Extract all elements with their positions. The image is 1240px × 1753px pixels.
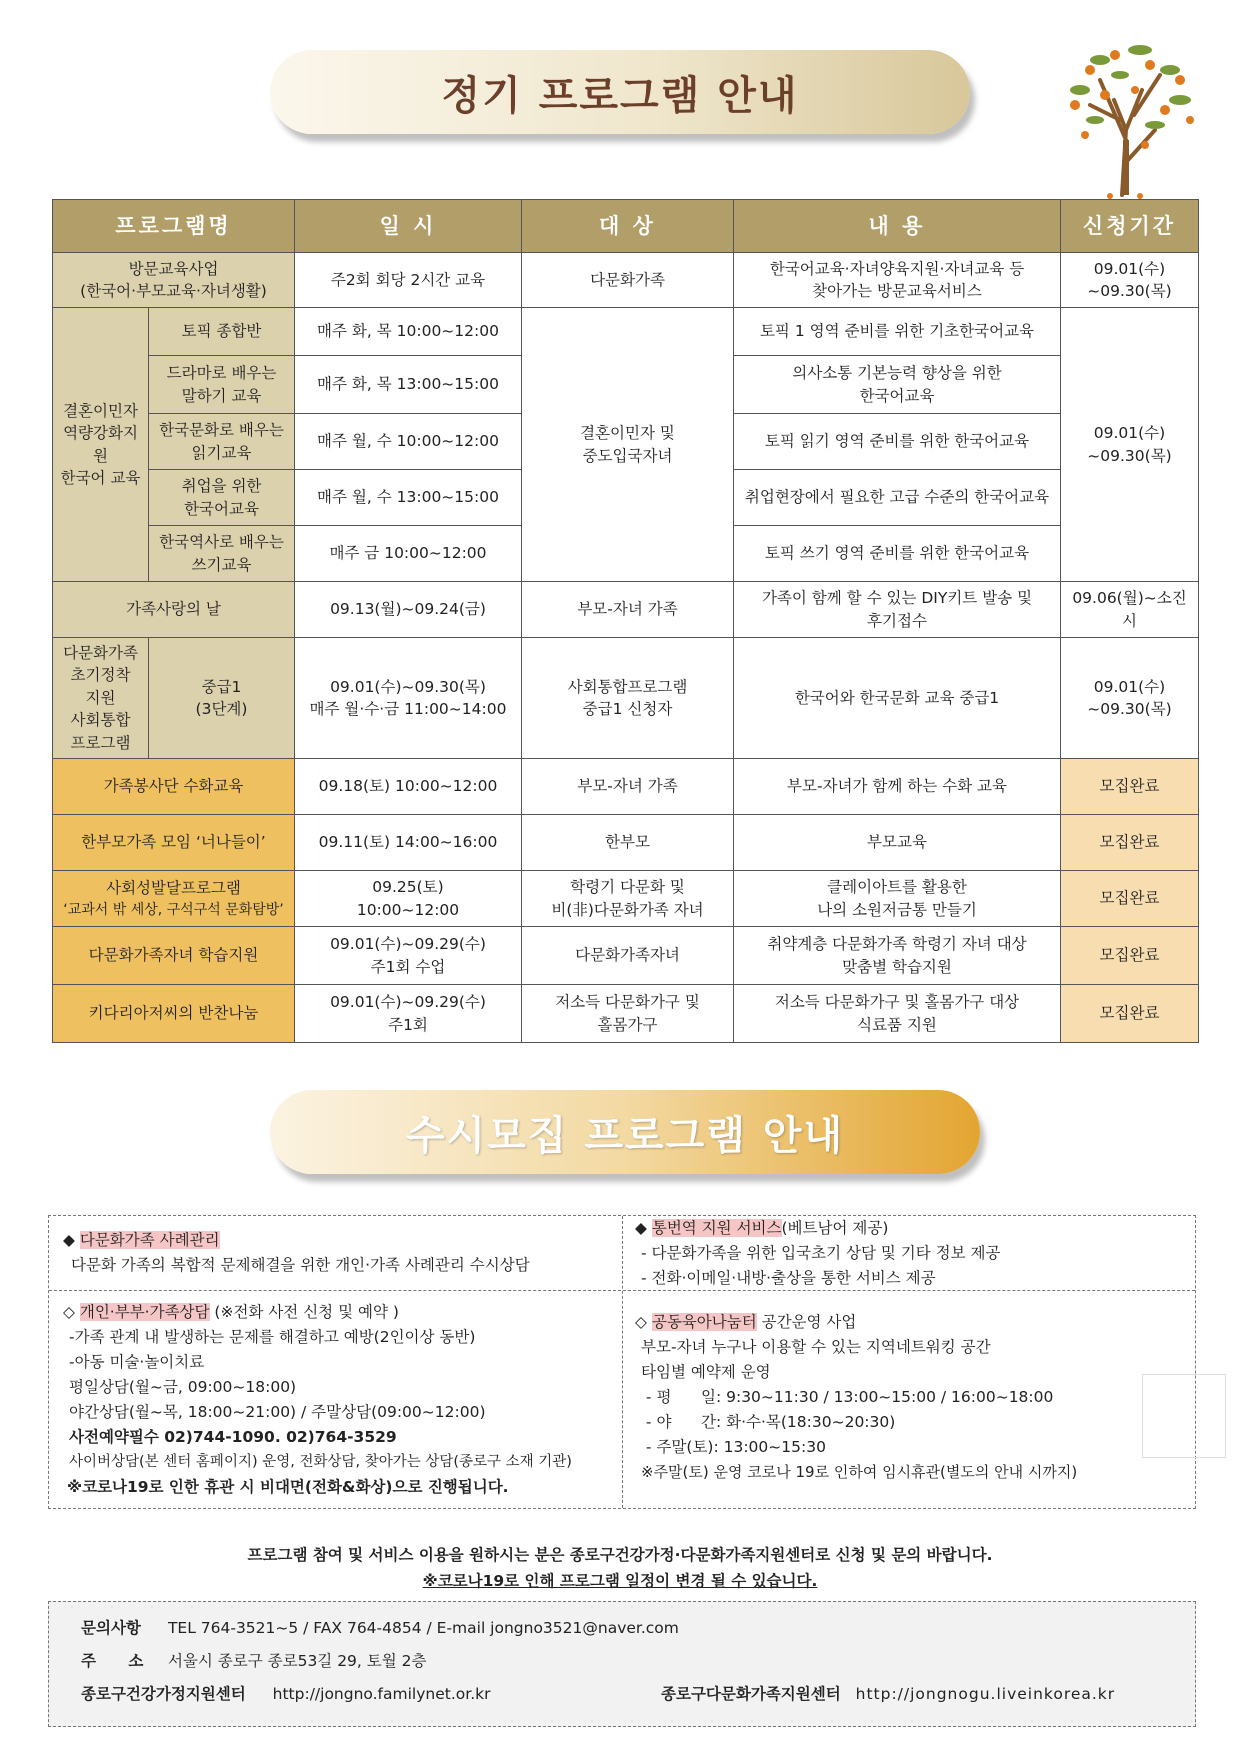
interpretation-section: ◆ 통번역 지원 서비스(베트남어 제공) - 다문화가족을 위한 입국초기 상담 및 기타 정보 제공 - 전화·이메일·내방·출상을 통한 서비스 제공 — [635, 1216, 1185, 1291]
counseling-line: -아동 미술·놀이치료 — [69, 1353, 205, 1371]
schedule: 매주 금 10:00~12:00 — [295, 526, 522, 582]
program-name: 가족봉사단 수화교육 — [53, 759, 295, 815]
table-header-row — [53, 200, 1199, 253]
childcare-line: ※주말(토) 운영 코로나 19로 인하여 임시휴관(별도의 안내 시까지) — [641, 1463, 1078, 1481]
schedule: 09.11(토) 14:00~16:00 — [295, 815, 522, 871]
address-row — [81, 1649, 426, 1671]
content: 한국어교육·자녀양육지원·자녀교육 등 찾아가는 방문교육서비스 — [734, 253, 1061, 308]
status: 모집완료 — [1061, 871, 1199, 927]
childcare-line: 타임별 예약제 운영 — [641, 1363, 771, 1381]
period: 09.06(월)~소진시 — [1061, 582, 1199, 638]
program-name: 한국문화로 배우는 읽기교육 — [149, 414, 295, 470]
program-name: 드라마로 배우는 말하기 교육 — [149, 356, 295, 414]
target: 부모-자녀 가족 — [522, 759, 734, 815]
childcare-section: ◇ 공동육아나눔터 공간운영 사업 부모-자녀 누구나 이용할 수 있는 지역네트워킹 공간 타임별 예약제 운영 - 평 일: 9:30~11:30 / 13:00~15:00 / 16:00~18:00 - 야 간: 화·수·목(18:30~20:30) - 주말(토): 13:00~15:30 ※주말(토) 운영 코로나 19로 인하여 임시휴관(별도의 안내 시까지) — [635, 1310, 1185, 1485]
program-name: 한국역사로 배우는 쓰기교육 — [149, 526, 295, 582]
childcare-line: - 야 간: 화·수·목(18:30~20:30) — [641, 1413, 896, 1431]
center1-link[interactable]: http://jongno.familynet.or.kr — [272, 1685, 491, 1703]
center1-name: 종로구건강가정지원센터 — [81, 1685, 246, 1703]
content: 취약계층 다문화가족 학령기 자녀 대상 맞춤별 학습지원 — [734, 927, 1061, 985]
status: 모집완료 — [1061, 815, 1199, 871]
regular-program-title: 정기 프로그램 안내 — [441, 72, 799, 119]
schedule: 09.13(월)~09.24(금) — [295, 582, 522, 638]
status: 모집완료 — [1061, 985, 1199, 1043]
period: 09.01(수) ~09.30(목) — [1061, 253, 1199, 308]
center2-link[interactable]: http://jongnogu.liveinkorea.kr — [855, 1685, 1116, 1703]
schedule: 09.01(수)~09.30(목) 매주 월·수·금 11:00~14:00 — [295, 638, 522, 759]
table-row — [53, 638, 1199, 759]
header-program-name: 프로그램명 — [53, 200, 295, 253]
counseling-line: 야간상담(월~목, 18:00~21:00) / 주말상담(09:00~12:00) — [69, 1403, 486, 1421]
program-name: 중급1 (3단계) — [149, 638, 295, 759]
target: 한부모 — [522, 815, 734, 871]
status: 모집완료 — [1061, 927, 1199, 985]
counseling-line: 평일상담(월~금, 09:00~18:00) — [69, 1378, 297, 1396]
table-row — [53, 759, 1199, 815]
period: 09.01(수) ~09.30(목) — [1061, 638, 1199, 759]
contact-box — [48, 1601, 1196, 1727]
program-name: 사회성발달프로그램 ‘교과서 밖 세상, 구석구석 문화탐방’ — [53, 871, 295, 927]
counseling-section: ◇ 개인·부부·가족상담 (※전화 사전 신청 및 예약 ) -가족 관계 내 발생하는 문제를 해결하고 예방(2인이상 동반) -아동 미술·놀이치료 평일상담(월~금, 09:00~18:00) 야간상담(월~목, 18:00~21:00) / 주말상담(09:00~12:00) 사전예약필수 02)744-1090. 02)764-3529 사이버상담(본 센터 홈페이지) 운영, 전화상담, 찾아가는 상담(종로구 소재 기관) ※코로나19로 인한 휴관 시 비대면(전화&화상)으로 진행됩니다. — [63, 1300, 618, 1500]
address-value: 서울시 종로구 종로53길 29, 토월 2층 — [167, 1652, 427, 1670]
occasional-program-box — [48, 1215, 1196, 1509]
group-label: 다문화가족 초기정착 지원 사회통합 프로그램 — [53, 638, 149, 759]
occasional-program-title: 수시모집 프로그램 안내 — [405, 1112, 845, 1159]
header-period: 신청기간 — [1061, 200, 1199, 253]
schedule: 09.01(수)~09.29(수) 주1회 수업 — [295, 927, 522, 985]
content: 토픽 읽기 영역 준비를 위한 한국어교육 — [734, 414, 1061, 470]
counseling-title: 개인·부부·가족상담 — [79, 1303, 210, 1321]
content: 부모-자녀가 함께 하는 수화 교육 — [734, 759, 1061, 815]
program-name: 취업을 위한 한국어교육 — [149, 470, 295, 526]
case-management-desc: 다문화 가족의 복합적 문제해결을 위한 개인·가족 사례관리 수시상담 — [71, 1256, 530, 1274]
interpretation-line: - 다문화가족을 위한 입국초기 상담 및 기타 정보 제공 — [641, 1244, 1001, 1262]
childcare-line: 부모-자녀 누구나 이용할 수 있는 지역네트워킹 공간 — [641, 1338, 991, 1356]
program-name: 키다리아저씨의 반찬나눔 — [53, 985, 295, 1043]
interpretation-line: - 전화·이메일·내방·출상을 통한 서비스 제공 — [641, 1269, 936, 1287]
center2-name: 종로구다문화가족지원센터 — [661, 1685, 841, 1703]
schedule: 주2회 회당 2시간 교육 — [295, 253, 522, 308]
counseling-line: -가족 관계 내 발생하는 문제를 해결하고 예방(2인이상 동반) — [69, 1328, 476, 1346]
inquiry-row — [81, 1616, 679, 1638]
header-target: 대 상 — [522, 200, 734, 253]
table-row — [53, 927, 1199, 985]
center1-row — [81, 1682, 490, 1704]
qr-placeholder — [1142, 1374, 1226, 1458]
content: 토픽 쓰기 영역 준비를 위한 한국어교육 — [734, 526, 1061, 582]
header-schedule: 일 시 — [295, 200, 522, 253]
diamond-outline-icon: ◇ — [635, 1313, 647, 1331]
schedule: 매주 월, 수 13:00~15:00 — [295, 470, 522, 526]
diamond-filled-icon: ◆ — [635, 1219, 647, 1237]
childcare-line: - 평 일: 9:30~11:30 / 13:00~15:00 / 16:00~18:00 — [641, 1388, 1054, 1406]
reservation-phone: 사전예약필수 02)744-1090. 02)764-3529 — [69, 1428, 397, 1446]
table-row — [53, 308, 1199, 356]
program-name: 한부모가족 모임 ‘너나들이’ — [53, 815, 295, 871]
counseling-line: 사이버상담(본 센터 홈페이지) 운영, 전화상담, 찾아가는 상담(종로구 소재 기관) — [69, 1454, 572, 1470]
program-name: 토픽 종합반 — [149, 308, 295, 356]
regular-program-banner — [270, 50, 970, 134]
schedule: 매주 화, 목 10:00~12:00 — [295, 308, 522, 356]
inquiry-label: 문의사항 — [81, 1619, 141, 1637]
persimmon-tree-icon — [1030, 20, 1220, 200]
schedule: 09.25(토) 10:00~12:00 — [295, 871, 522, 927]
program-name: 방문교육사업 (한국어·부모교육·자녀생활) — [53, 253, 295, 308]
inquiry-value: TEL 764-3521~5 / FAX 764-4854 / E-mail jongno3521@naver.com — [167, 1619, 679, 1637]
content: 토픽 1 영역 준비를 위한 기초한국어교육 — [734, 308, 1061, 356]
case-management-section — [63, 1228, 613, 1278]
center2-row — [661, 1682, 1115, 1704]
address-label: 주 소 — [81, 1652, 144, 1670]
status: 모집완료 — [1061, 759, 1199, 815]
target: 사회통합프로그램 중급1 신청자 — [522, 638, 734, 759]
program-name: 가족사랑의 날 — [53, 582, 295, 638]
schedule: 매주 화, 목 13:00~15:00 — [295, 356, 522, 414]
content: 저소득 다문화가구 및 홀몸가구 대상 식료품 지원 — [734, 985, 1061, 1043]
diamond-filled-icon: ◆ — [63, 1231, 75, 1249]
schedule-change-notice: ※코로나19로 인해 프로그램 일정이 변경 될 수 있습니다. — [422, 1572, 818, 1590]
content: 취업현장에서 필요한 고급 수준의 한국어교육 — [734, 470, 1061, 526]
case-management-title: 다문화가족 사례관리 — [79, 1231, 220, 1249]
group-label: 결혼이민자 역량강화지원 한국어 교육 — [53, 308, 149, 582]
content: 가족이 함께 할 수 있는 DIY키트 발송 및 후기접수 — [734, 582, 1061, 638]
covid-notice: ※코로나19로 인한 휴관 시 비대면(전화&화상)으로 진행됩니다. — [67, 1478, 509, 1496]
content: 클레이아트를 활용한 나의 소원저금통 만들기 — [734, 871, 1061, 927]
target: 다문화가족자녀 — [522, 927, 734, 985]
table-row — [53, 582, 1199, 638]
schedule: 09.18(토) 10:00~12:00 — [295, 759, 522, 815]
content: 부모교육 — [734, 815, 1061, 871]
table-row — [53, 985, 1199, 1043]
target: 저소득 다문화가구 및 홀몸가구 — [522, 985, 734, 1043]
table-row — [53, 871, 1199, 927]
header-content: 내 용 — [734, 200, 1061, 253]
table-row — [53, 253, 1199, 308]
target: 부모-자녀 가족 — [522, 582, 734, 638]
interpretation-title: 통번역 지원 서비스 — [651, 1219, 782, 1237]
schedule: 09.01(수)~09.29(수) 주1회 — [295, 985, 522, 1043]
target: 결혼이민자 및 중도입국자녀 — [522, 308, 734, 582]
application-notice: 프로그램 참여 및 서비스 이용을 원하시는 분은 종로구건강가정·다문화가족지원센터로 신청 및 문의 바랍니다. — [247, 1546, 993, 1564]
diamond-outline-icon: ◇ — [63, 1303, 75, 1321]
target: 학령기 다문화 및 비(非)다문화가족 자녀 — [522, 871, 734, 927]
childcare-line: - 주말(토): 13:00~15:30 — [641, 1438, 826, 1456]
childcare-title: 공동육아나눔터 — [651, 1313, 757, 1331]
target: 다문화가족 — [522, 253, 734, 308]
content: 한국어와 한국문화 교육 중급1 — [734, 638, 1061, 759]
period: 09.01(수) ~09.30(목) — [1061, 308, 1199, 582]
program-name: 다문화가족자녀 학습지원 — [53, 927, 295, 985]
occasional-program-banner — [270, 1090, 980, 1174]
table-row — [53, 815, 1199, 871]
schedule: 매주 월, 수 10:00~12:00 — [295, 414, 522, 470]
regular-program-table — [52, 199, 1199, 1043]
content: 의사소통 기본능력 향상을 위한 한국어교육 — [734, 356, 1061, 414]
